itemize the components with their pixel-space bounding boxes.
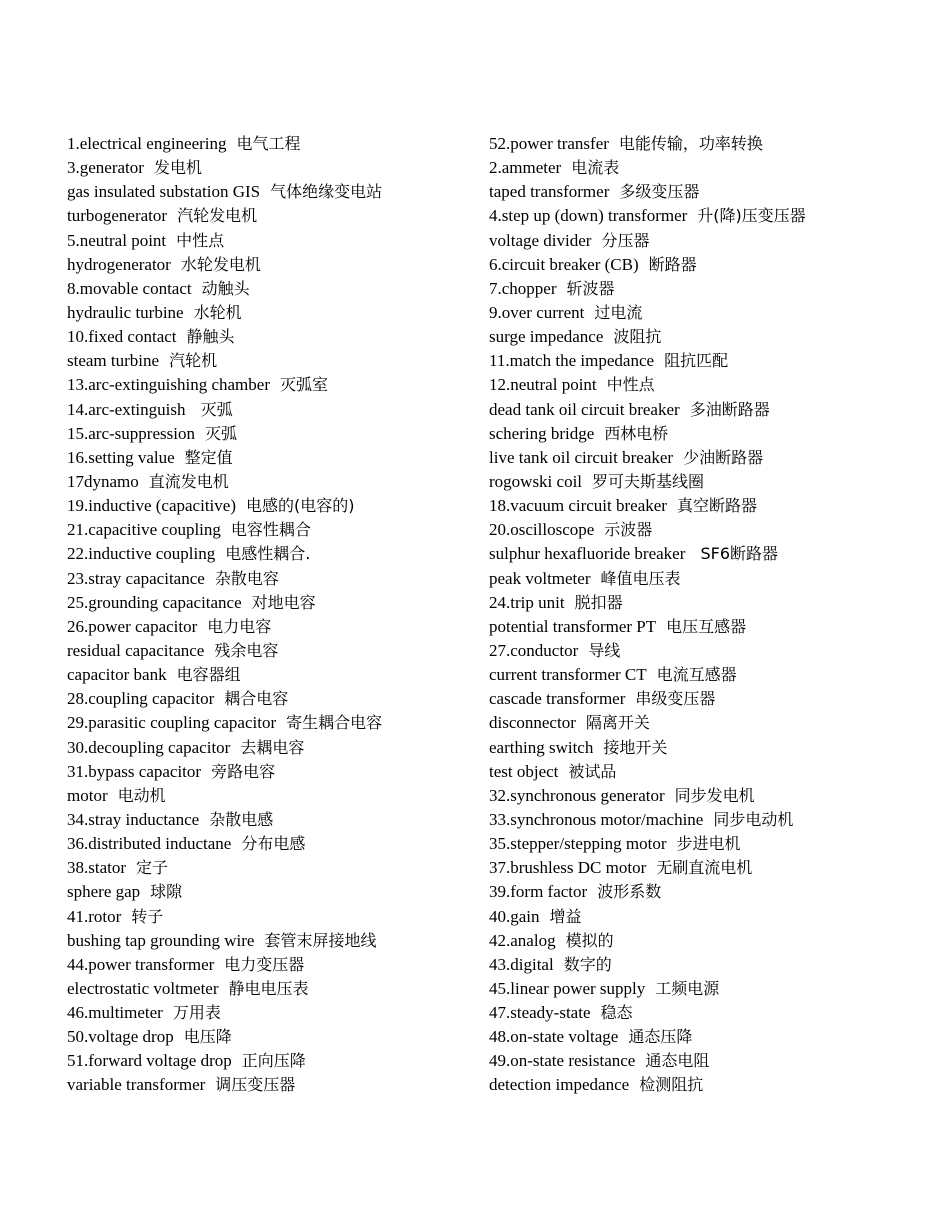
glossary-translation: 静触头 [186,327,235,347]
glossary-term: 28.coupling capacitor [67,689,215,709]
glossary-term: 8.movable contact [67,278,192,298]
glossary-entry [489,808,929,832]
glossary-entry [67,663,467,687]
glossary-term: steam turbine [67,351,160,371]
glossary-term: live tank oil circuit breaker [489,447,674,467]
glossary-term: voltage divider [489,230,592,250]
glossary-translation: 串级变压器 [635,689,716,709]
glossary-translation: 耦合电容 [224,689,289,709]
glossary-entry [489,349,929,373]
glossary-translation: 整定值 [184,447,233,467]
glossary-term: variable transformer [67,1075,206,1095]
glossary-term: residual capacitance [67,640,205,660]
glossary-entry [67,204,467,228]
glossary-translation: 旁路电容 [211,761,276,781]
glossary-entry [489,663,929,687]
glossary-term: potential transformer PT [489,616,657,636]
glossary-entry [489,542,929,566]
glossary-term: 29.parasitic coupling capacitor [67,713,277,733]
glossary-term: 44.power transformer [67,954,215,974]
glossary-translation: 水轮机 [193,302,242,322]
glossary-entry [67,591,467,615]
glossary-entry [67,736,467,760]
glossary-term: 14.arc-extinguish [67,399,186,419]
glossary-translation: 电能传输，功率转换 [618,134,763,153]
glossary-translation: 电力电容 [207,616,272,636]
glossary-entry [67,639,467,663]
glossary-term: 32.synchronous generator [489,785,665,805]
glossary-term: 5.neutral point [67,230,167,250]
glossary-entry [67,277,467,301]
glossary-term: cascade transformer [489,689,626,709]
glossary-entry [489,422,929,446]
glossary-term: 27.conductor [489,640,579,660]
glossary-term: 52.power transfer [489,134,609,153]
glossary-entry [67,856,467,880]
glossary-term: 37.brushless DC motor [489,858,647,878]
glossary-entry [489,953,929,977]
glossary-translation: 峰值电压表 [600,568,681,588]
glossary-translation: 杂散电感 [209,809,274,829]
glossary-entry [489,1049,929,1073]
glossary-translation: 气体绝缘变电站 [270,182,383,202]
glossary-entry [489,253,929,277]
glossary-entry [489,470,929,494]
glossary-entry [489,784,929,808]
glossary-translation: 灭弧 [195,399,233,419]
glossary-entry [489,567,929,591]
glossary-translation: 稳态 [600,1003,633,1023]
glossary-term: taped transformer [489,182,610,202]
glossary-translation: 西林电桥 [604,423,669,443]
glossary-term: sulphur hexafluoride breaker [489,544,686,564]
glossary-entry [489,687,929,711]
glossary-term: motor [67,785,108,805]
glossary-entry [67,615,467,639]
glossary-entry [489,711,929,735]
glossary-term: 16.setting value [67,447,175,467]
glossary-entry [489,132,929,156]
glossary-entry [67,180,467,204]
glossary-entry [67,808,467,832]
glossary-entry [67,567,467,591]
glossary-term: 10.fixed contact [67,327,177,347]
glossary-translation: 电力变压器 [224,954,305,974]
glossary-translation: 导线 [588,640,621,660]
glossary-entry [67,470,467,494]
glossary-entry [67,1073,467,1097]
glossary-term: 18.vacuum circuit breaker [489,496,667,516]
glossary-term: surge impedance [489,327,604,347]
glossary-term: 4.step up (down) transformer [489,206,688,226]
glossary-translation: 多油断路器 [689,399,770,419]
glossary-translation: 电压降 [183,1027,232,1047]
glossary-translation: 工频电源 [655,978,720,998]
glossary-entry [67,784,467,808]
glossary-term: peak voltmeter [489,568,591,588]
glossary-translation: 检测阻抗 [639,1075,704,1095]
glossary-translation: 脱扣器 [574,592,623,612]
glossary-translation: 残余电容 [214,640,279,660]
glossary-translation: 波阻抗 [613,327,662,347]
glossary-term: 30.decoupling capacitor [67,737,231,757]
glossary-term: rogowski coil [489,471,583,491]
glossary-translation: 电容器组 [176,665,241,685]
glossary-term: 36.distributed inductane [67,834,232,854]
glossary-entry [489,905,929,929]
glossary-term: 49.on-state resistance [489,1051,636,1071]
glossary-entry [67,156,467,180]
glossary-entry [67,905,467,929]
glossary-translation: 少油断路器 [683,447,764,467]
glossary-entry [489,929,929,953]
glossary-term: 22.inductive coupling [67,544,216,564]
glossary-translation: 隔离开关 [585,713,650,733]
glossary-translation: 去耦电容 [240,737,305,757]
glossary-term: 17dynamo [67,471,139,491]
glossary-term: 11.match the impedance [489,351,655,371]
glossary-translation: 示波器 [604,520,653,540]
glossary-entry [67,953,467,977]
glossary-entry [67,229,467,253]
glossary-entry [489,832,929,856]
glossary-term: 40.gain [489,906,540,926]
glossary-entry [489,591,929,615]
glossary-entry [67,373,467,397]
glossary-term: 26.power capacitor [67,616,198,636]
glossary-term: 42.analog [489,930,556,950]
glossary-term: 46.multimeter [67,1003,163,1023]
glossary-translation: 多级变压器 [619,182,700,202]
glossary-entry [489,736,929,760]
glossary-entry [67,494,467,518]
glossary-translation: 汽轮发电机 [177,206,258,226]
glossary-translation: 灭弧室 [280,375,329,395]
glossary-entry [67,832,467,856]
glossary-translation: 球隙 [150,882,183,902]
glossary-entry [67,253,467,277]
glossary-entry [67,687,467,711]
glossary-entry [67,711,467,735]
glossary-entry [489,518,929,542]
glossary-term: 41.rotor [67,906,122,926]
glossary-translation: 中性点 [176,230,225,250]
glossary-entry [489,446,929,470]
glossary-term: 50.voltage drop [67,1027,174,1047]
glossary-translation: 万用表 [172,1003,221,1023]
glossary-term: bushing tap grounding wire [67,930,255,950]
glossary-entry [67,1001,467,1025]
glossary-entry [489,977,929,1001]
glossary-translation: 灭弧 [204,423,237,443]
glossary-term: detection impedance [489,1075,630,1095]
glossary-translation: SF6断路器 [695,544,779,564]
glossary-entry [489,1001,929,1025]
glossary-translation: 步进电机 [676,834,741,854]
glossary-term: gas insulated substation GIS [67,182,261,202]
glossary-translation: 正向压降 [241,1051,306,1071]
glossary-term: 43.digital [489,954,554,974]
glossary-translation: 增益 [549,906,582,926]
glossary-entry [489,301,929,325]
glossary-translation: 寄生耦合电容 [286,713,383,733]
glossary-entry [489,1025,929,1049]
glossary-term: sphere gap [67,882,141,902]
glossary-translation: 中性点 [606,375,655,395]
glossary-entry [489,639,929,663]
glossary-term: 19.inductive (capacitive) [67,496,236,516]
glossary-translation: 电感性耦合. [225,544,311,564]
glossary-entry [67,349,467,373]
glossary-translation: 斩波器 [566,278,615,298]
glossary-entry [67,1025,467,1049]
glossary-entry [489,494,929,518]
glossary-entry [489,229,929,253]
glossary-entry [489,325,929,349]
glossary-entry [489,615,929,639]
glossary-translation: 接地开关 [603,737,668,757]
glossary-translation: 电容性耦合 [230,520,311,540]
glossary-entry [67,301,467,325]
glossary-term: 6.circuit breaker (CB) [489,254,639,274]
glossary-entry [67,542,467,566]
glossary-translation: 对地电容 [251,592,316,612]
glossary-entry [489,204,929,228]
glossary-entry [67,446,467,470]
glossary-translation: 数字的 [563,954,612,974]
glossary-translation: 罗可夫斯基线圈 [592,471,705,491]
glossary-translation: 电压互感器 [666,616,747,636]
glossary-translation: 动触头 [201,278,250,298]
glossary-term: 45.linear power supply [489,978,646,998]
glossary-term: hydrogenerator [67,254,171,274]
glossary-translation: 转子 [131,906,164,926]
glossary-entry [489,373,929,397]
glossary-term: 33.synchronous motor/machine [489,809,704,829]
glossary-entry [489,1073,929,1097]
glossary-entry [67,422,467,446]
glossary-translation: 定子 [136,858,169,878]
glossary-entry [489,398,929,422]
glossary-term: 13.arc-extinguishing chamber [67,375,270,395]
glossary-term: 21.capacitive coupling [67,520,221,540]
glossary-term: electrostatic voltmeter [67,978,219,998]
glossary-term: turbogenerator [67,206,168,226]
glossary-term: 48.on-state voltage [489,1027,619,1047]
glossary-entry [489,760,929,784]
glossary-translation: 套管末屏接地线 [264,930,377,950]
glossary-term: 23.stray capacitance [67,568,205,588]
glossary-term: 20.oscilloscope [489,520,595,540]
glossary-term: earthing switch [489,737,594,757]
glossary-translation: 电感的(电容的) [245,496,355,516]
glossary-term: 12.neutral point [489,375,597,395]
glossary-term: 3.generator [67,158,144,178]
glossary-term: 24.trip unit [489,592,565,612]
glossary-translation: 模拟的 [565,930,614,950]
glossary-term: 38.stator [67,858,127,878]
glossary-entry [489,856,929,880]
glossary-translation: 电气工程 [236,134,301,153]
glossary-entry [489,180,929,204]
glossary-term: 25.grounding capacitance [67,592,242,612]
glossary-translation: 同步发电机 [674,785,755,805]
glossary-term: 39.form factor [489,882,588,902]
glossary-term: 1.electrical engineering [67,134,227,153]
glossary-translation: 电动机 [117,785,166,805]
glossary-term: test object [489,761,559,781]
glossary-translation: 过电流 [594,302,643,322]
glossary-term: 35.stepper/stepping motor [489,834,667,854]
glossary-translation: 调压变压器 [215,1075,296,1095]
glossary-term: capacitor bank [67,665,167,685]
glossary-term: 34.stray inductance [67,809,200,829]
glossary-entry [489,880,929,904]
glossary-term: 2.ammeter [489,158,562,178]
glossary-translation: 直流发电机 [148,471,229,491]
glossary-translation: 电流互感器 [656,665,737,685]
glossary-entry [67,760,467,784]
glossary-translation: 阻抗匹配 [664,351,729,371]
glossary-translation: 断路器 [648,254,697,274]
glossary-term: 31.bypass capacitor [67,761,202,781]
glossary-entry [489,277,929,301]
glossary-translation: 杂散电容 [214,568,279,588]
glossary-translation: 同步电动机 [713,809,794,829]
glossary-entry [67,132,467,156]
glossary-term: dead tank oil circuit breaker [489,399,680,419]
glossary-translation: 汽轮机 [169,351,218,371]
glossary-term: disconnector [489,713,576,733]
glossary-translation: 通态电阻 [645,1051,710,1071]
glossary-right-column [489,132,929,1098]
glossary-translation: 被试品 [568,761,617,781]
glossary-entry [67,325,467,349]
glossary-term: 7.chopper [489,278,557,298]
glossary-term: 47.steady-state [489,1003,591,1023]
glossary-term: hydraulic turbine [67,302,184,322]
glossary-term: 9.over current [489,302,585,322]
glossary-translation: 真空断路器 [676,496,757,516]
glossary-entry [489,156,929,180]
glossary-term: schering bridge [489,423,595,443]
glossary-entry [67,518,467,542]
glossary-term: 51.forward voltage drop [67,1051,232,1071]
glossary-term: 15.arc-suppression [67,423,195,443]
glossary-entry [67,977,467,1001]
glossary-translation: 发电机 [153,158,202,178]
glossary-translation: 无刷直流电机 [656,858,753,878]
glossary-translation: 分压器 [601,230,650,250]
glossary-translation: 波形系数 [597,882,662,902]
glossary-term: current transformer CT [489,665,647,685]
glossary-entry [67,929,467,953]
glossary-translation: 通态压降 [628,1027,693,1047]
glossary-entry [67,1049,467,1073]
glossary-translation: 水轮发电机 [180,254,261,274]
glossary-left-column [67,132,467,1098]
glossary-translation: 分布电感 [241,834,306,854]
glossary-entry [67,880,467,904]
glossary-translation: 升(降)压变压器 [697,206,806,226]
glossary-translation: 电流表 [571,158,620,178]
glossary-entry [67,398,467,422]
glossary-translation: 静电电压表 [228,978,309,998]
